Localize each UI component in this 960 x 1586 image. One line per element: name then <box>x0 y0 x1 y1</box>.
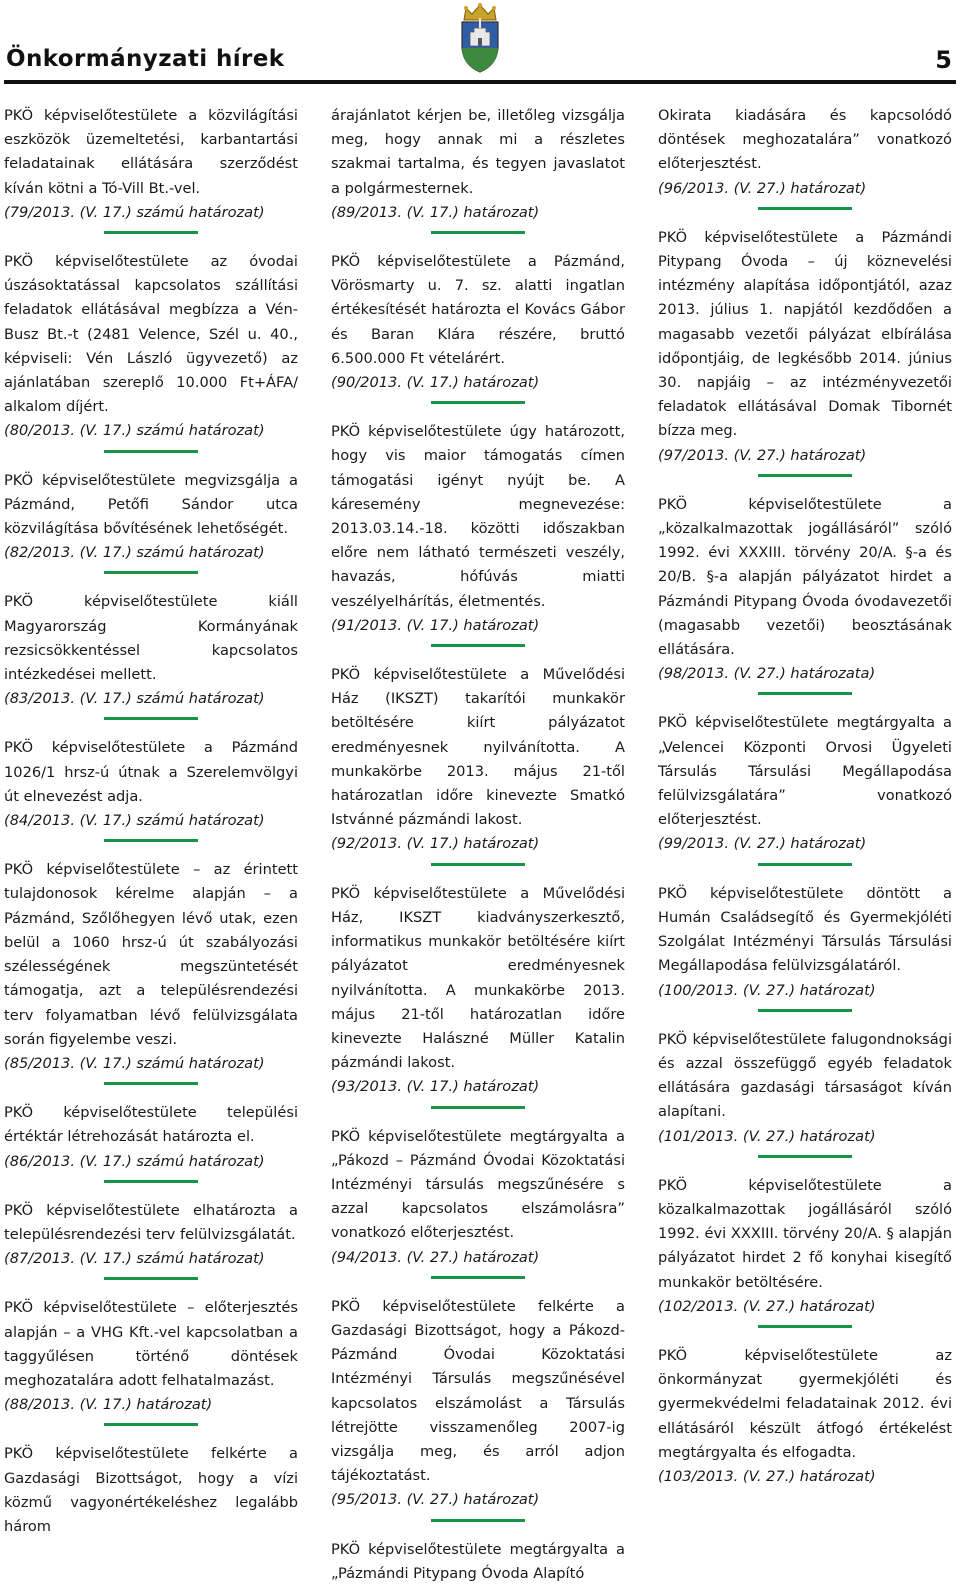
resolution-text: PKÖ képviselőtestülete falugondnoksági és azzal összefüggő egyéb feladatok ellátására gazdasági társaságot kíván alapítani. <box>658 1030 952 1121</box>
resolution-reference: (79/2013. (V. 17.) számú határozat) <box>4 203 265 221</box>
resolution-text: PKÖ képviselőtestülete felkérte a Gazdasági Bizottságot, hogy a Pákozd-Pázmánd Óvodai Közoktatási Intézményi Társulás megszűnésével kapcsolatos elszámolást a Társulás létrejötte visszamenőleg 2007-ig vizsgálja meg, és arról adjon tájékoztatást. <box>331 1297 625 1485</box>
resolution-text-continuation: Okirata kiadására és kapcsolódó döntések meghozatalára” vonatkozó előterjesztést. <box>658 107 952 173</box>
resolution-reference: (88/2013. (V. 17.) határozat) <box>4 1396 213 1414</box>
resolution-block <box>658 1174 952 1328</box>
green-separator <box>758 1325 852 1328</box>
crest-base <box>462 48 498 72</box>
resolution-text: PKÖ képviselőtestülete megtárgyalta a „Pákozd – Pázmánd Óvodai Közoktatási Intézményi társulás megszűnésére s azzal kapcsolatos elszámolásra” vonatkozó előterjesztést. <box>331 1127 625 1242</box>
column-1 <box>4 104 298 1539</box>
resolution-reference: (96/2013. (V. 27.) határozat) <box>658 179 867 197</box>
resolution-reference: (95/2013. (V. 27.) határozat) <box>331 1491 540 1509</box>
resolution-text: PKÖ képviselőtestülete megtárgyalta a „Velencei Központi Orvosi Ügyeleti Társulás Társulási Megállapodása felülvizsgálatára” vonatkozó előterjesztést. <box>658 714 952 829</box>
green-separator <box>104 717 198 720</box>
resolution-reference: (91/2013. (V. 17.) határozat) <box>331 616 540 634</box>
resolution-text: PKÖ képviselőtestülete az óvodai úszásoktatással kapcsolatos szállítási feladatok ellátásával megbízza a Vén-Busz Bt.-t (2481 Velence, Szél u. 40., képviseli: Vén László ügyvezető) az ajánlatában szereplő 10.000 Ft+ÁFA/ alkalom díjért. <box>4 253 298 416</box>
column-3 <box>658 104 952 1505</box>
resolution-block <box>331 882 625 1109</box>
resolution-text: PKÖ képviselőtestülete megvizsgálja a Pázmánd, Petőfi Sándor utca közvilágítása bővítésének lehetőségét. <box>4 471 298 538</box>
green-separator <box>104 571 198 574</box>
resolution-block <box>4 590 298 720</box>
green-separator <box>104 839 198 842</box>
resolution-text: PKÖ képviselőtestülete a Pázmánd, Vörösmarty u. 7. sz. alatti ingatlan értékesítését határozta el Kovács Gábor és Baran Klára részére, bruttó 6.500.000 Ft vételárért. <box>331 253 625 367</box>
resolution-block <box>331 420 625 647</box>
resolution-text: PKÖ képviselőtestülete a közalkalmazottak jogállásáról szóló 1992. évi XXXIII. törvény 20/A. § alapján pályázatot hirdet 2 fő konyhai kisegítő munkakör betöltésére. <box>658 1176 952 1291</box>
green-separator <box>104 1423 198 1426</box>
resolution-block <box>658 226 952 477</box>
green-separator <box>104 1180 198 1183</box>
resolution-reference: (92/2013. (V. 17.) határozat) <box>331 835 540 853</box>
resolution-block <box>658 1028 952 1158</box>
green-separator <box>104 1082 198 1085</box>
resolution-block <box>658 711 952 865</box>
resolution-block <box>331 1125 625 1279</box>
resolution-reference: (85/2013. (V. 17.) számú határozat) <box>4 1054 265 1072</box>
green-separator <box>758 863 852 866</box>
resolution-block <box>331 1295 625 1522</box>
green-separator <box>431 231 525 234</box>
green-separator <box>431 1106 525 1109</box>
section-title: Önkormányzati hírek <box>6 46 285 72</box>
resolution-block <box>331 104 625 234</box>
resolution-text: PKÖ képviselőtestülete a „közalkalmazottak jogállásáról” szóló 1992. évi XXXIII. törvény 20/A. §-a és 20/B. §-a alapján pályázatot hirdet a Pázmándi Pitypang Óvoda óvodavezetői (magasabb vezetői) beosztásának ellátására. <box>658 495 952 659</box>
resolution-block <box>658 493 952 696</box>
resolution-reference: (101/2013. (V. 27.) határozat) <box>658 1127 876 1145</box>
resolution-reference: (84/2013. (V. 17.) számú határozat) <box>4 812 265 830</box>
resolution-text: PKÖ képviselőtestülete az önkormányzat gyermekjóléti és gyermekvédelmi feladatainak 2012. évi ellátásáról készült átfogó értékelést megtárgyalta és elfogadta. <box>658 1346 952 1461</box>
resolution-reference: (103/2013. (V. 27.) határozat) <box>658 1467 876 1485</box>
resolution-text: PKÖ képviselőtestülete a közvilágítási eszközök üzemeltetési, karbantartási feladatainak ellátására szerződést kíván kötni a Tó-Vill Bt.-vel. <box>4 107 298 197</box>
resolution-text-continued: PKÖ képviselőtestülete felkérte a Gazdasági Bizottságot, hogy a vízi közmű vagyonértékeléshez legalább három <box>4 1445 298 1535</box>
resolution-text: PKÖ képviselőtestülete a Pázmándi Pitypang Óvoda – új köznevelési intézmény alapítása időpontjától, azaz 2013. július 1. napjától kezdődően a magasabb vezetői pályázat elbírálása időpontjáig, de legkésőbb 2014. június 30. napjáig – az intézményvezetői feladatok ellátásával Domak Tibornét bízza meg. <box>658 228 952 440</box>
resolution-reference: (90/2013. (V. 17.) határozat) <box>331 374 540 392</box>
green-separator <box>431 644 525 647</box>
resolution-block <box>4 1101 298 1183</box>
resolution-block <box>4 858 298 1085</box>
resolution-reference: (82/2013. (V. 17.) számú határozat) <box>4 544 265 562</box>
green-separator <box>758 474 852 477</box>
resolution-text: PKÖ képviselőtestülete döntött a Humán Családsegítő és Gyermekjóléti Szolgálat Intézményi Társulás Társulási Megállapodása felülvizsgálatáról. <box>658 884 952 975</box>
resolution-text: PKÖ képviselőtestülete – az érintett tulajdonosok kérelme alapján – a Pázmánd, Szőlőhegyen lévő utak, ezen belül a 1060 hrsz-ú út szabályozási szélességének megszüntetését támogatja, azt a településrendezési terv folyamatban lévő felülvizsgálata során figyelembe veszi. <box>4 861 298 1048</box>
green-separator <box>758 207 852 210</box>
resolution-text: PKÖ képviselőtestülete a Pázmánd 1026/1 hrsz-ú útnak a Szerelemvölgyi út elnevezést adja. <box>4 739 298 805</box>
resolution-reference: (83/2013. (V. 17.) számú határozat) <box>4 690 265 708</box>
resolution-text-continuation: árajánlatot kérjen be, illetőleg vizsgálja meg, hogy annak mi a részletes szakmai tartalma, és tegyen javaslatot a polgármesternek. <box>331 107 625 197</box>
green-separator <box>758 1009 852 1012</box>
resolution-text: PKÖ képviselőtestülete a Művelődési Ház (IKSZT) takarítói munkakör betöltésére kiírt pályázatot eredményesnek nyilvánította. A munkakörbe 2013. május 21-től határozatlan időre kinevezte Smatkó Istvánné pázmándi lakost. <box>331 666 625 829</box>
green-separator <box>431 863 525 866</box>
resolution-block <box>331 663 625 866</box>
resolution-text: PKÖ képviselőtestülete települési értéktár létrehozását határozta el. <box>4 1104 298 1146</box>
resolution-reference: (100/2013. (V. 27.) határozat) <box>658 981 876 999</box>
green-separator <box>758 692 852 695</box>
resolution-block <box>4 1199 298 1281</box>
resolution-block <box>4 250 298 453</box>
green-separator <box>431 1276 525 1279</box>
resolution-reference: (89/2013. (V. 17.) határozat) <box>331 203 540 221</box>
resolution-text: PKÖ képviselőtestülete úgy határozott, hogy vis maior támogatás címen támogatási igényt nyújt be. A káresemény megnevezése: 2013.03.14.-18. közötti időszakban előre nem látható természeti veszély, havazás, hófúvás miatti veszélyelhárítás, életmentés. <box>331 423 625 610</box>
resolution-reference: (98/2013. (V. 27.) határozata) <box>658 665 876 683</box>
resolution-text-continued: PKÖ képviselőtestülete megtárgyalta a „Pázmándi Pitypang Óvoda Alapító <box>331 1540 625 1582</box>
resolution-block <box>4 736 298 842</box>
resolution-reference: (86/2013. (V. 17.) számú határozat) <box>4 1152 265 1170</box>
resolution-reference: (97/2013. (V. 27.) határozat) <box>658 446 867 464</box>
header-rule <box>4 80 956 84</box>
green-separator <box>104 1277 198 1280</box>
resolution-reference: (80/2013. (V. 17.) számú határozat) <box>4 422 265 440</box>
green-separator <box>431 401 525 404</box>
resolution-reference: (93/2013. (V. 17.) határozat) <box>331 1078 540 1096</box>
green-separator <box>431 1519 525 1522</box>
resolution-block <box>658 1344 952 1489</box>
green-separator <box>104 231 198 234</box>
resolution-reference: (87/2013. (V. 17.) számú határozat) <box>4 1250 265 1268</box>
column-2 <box>331 104 625 1586</box>
resolution-block <box>4 469 298 575</box>
resolution-block <box>658 104 952 210</box>
page-header <box>0 0 960 88</box>
resolution-reference: (94/2013. (V. 27.) határozat) <box>331 1248 540 1266</box>
green-separator <box>758 1155 852 1158</box>
resolution-reference: (102/2013. (V. 27.) határozat) <box>658 1297 876 1315</box>
resolution-block <box>331 250 625 404</box>
resolution-text: PKÖ képviselőtestülete kiáll Magyarország Kormányának rezsicsökkentéssel kapcsolatos intézkedései mellett. <box>4 593 298 684</box>
resolution-block <box>4 104 298 234</box>
coat-of-arms-icon <box>452 2 508 74</box>
resolution-text: PKÖ képviselőtestülete – előterjesztés alapján – a VHG Kft.-vel kapcsolatban a taggyűlésen történő döntések meghozatalára adott felhatalmazást. <box>4 1299 298 1389</box>
resolution-block <box>658 882 952 1012</box>
resolution-block <box>4 1296 298 1426</box>
page-number: 5 <box>935 46 952 74</box>
crest-crown <box>464 3 496 20</box>
resolution-reference: (99/2013. (V. 27.) határozat) <box>658 835 867 853</box>
green-separator <box>104 450 198 453</box>
resolution-text: PKÖ képviselőtestülete a Művelődési Ház, IKSZT kiadványszerkesztő, informatikus munkakör betöltésére kiírt pályázatot eredményesnek nyilvánította. A munkakörbe 2013. május 21-től határozatlan időre kinevezte Halászné Müller Katalin pázmándi lakost. <box>331 884 625 1072</box>
resolution-text: PKÖ képviselőtestülete elhatározta a településrendezési terv felülvizsgálatát. <box>4 1201 298 1243</box>
